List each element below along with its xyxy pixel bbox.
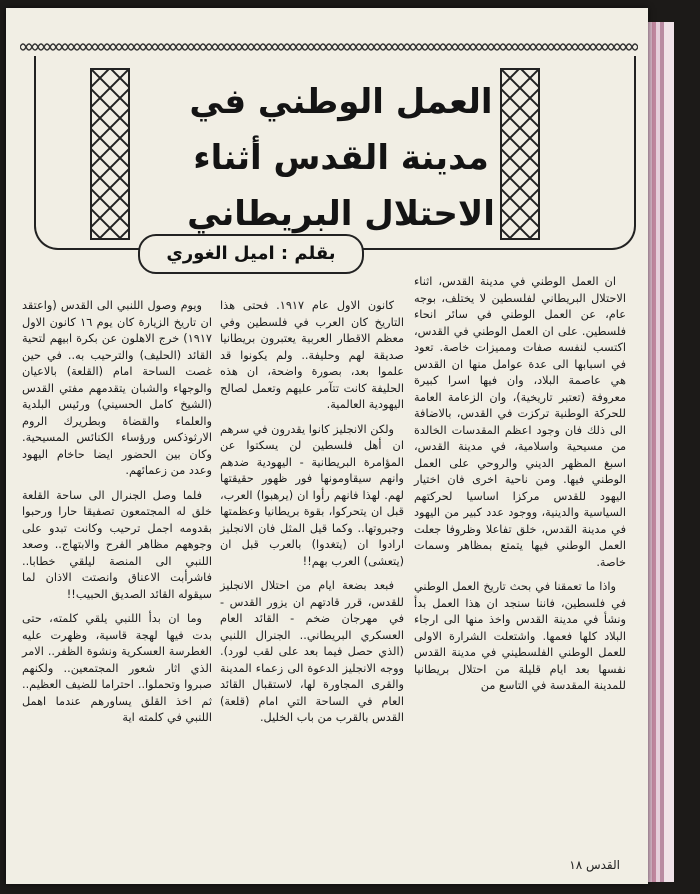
paragraph: وما ان بدأ اللنبي يلقي كلمته، حتى بدت فيها لهجة قاسية، وظهرت عليه الغطرسة العسكرية ونشوة الظفر.. الامر الذي اثار شعور المجتمعين.. ولكنهم صبروا وتحملوا.. احتراما للضيف العظيم.. ثم اخذ القلق يساورهم عندما اهمل اللنبي في كلمته اية [22, 612, 212, 724]
title-line: الاحتلال البريطاني [187, 194, 495, 234]
lattice-ornament [90, 68, 130, 240]
paragraph: فلما وصل الجنرال الى ساحة القلعة خلق له المجتمعون تصفيقا حارا ورحبوا بقدومه اجمل ترحيب وكانت تبدو على وجوههم مظاهر الفرح والابتهاج.. وصعد اللنبي الى المنصة ليلقي خطابا.. فاشرأبت الاعناق وانصتت الاذان لما سيقوله القائد الصديق الحبيب!! [22, 488, 212, 601]
paragraph: فبعد بضعة ايام من احتلال الانجليز للقدس، قرر قادتهم ان يزور القدس - في مهرجان ضخم - القائد العام العسكري البريطاني.. الجنرال اللنبي (الذي حصل فيما بعد على لقب لورد). ووجه الانجليز الدعوة الى زعماء المدينة والقرى المجاورة لها، لاستقبال القائد العام في الساحة التي امام (قلعة) القدس بالقرب من باب الخليل. [220, 579, 404, 724]
text-column-right [414, 274, 626, 854]
title-line: مدينة القدس أثناء [193, 138, 489, 178]
paragraph: ولكن الانجليز كانوا يقدرون في سرهم ان أهل فلسطين لن يسكتوا عن المؤامرة البريطانية - اليهودية ضدهم وانهم سيقاومونها فور ظهور حقيقتها لهم. لهذا فانهم رأوا ان (يرهبوا) العرب، قبل ان يتحركوا، بقوة بريطانيا وعظمتها وجبروتها.. وكما قيل المثل فان الانجليز ارادوا ان (يتغدوا) بالعرب قبل ان (يتعشى) العرب بهم!! [219, 422, 404, 568]
magazine-page [6, 8, 648, 884]
decorative-border [20, 40, 638, 54]
title-line: العمل الوطني في [189, 82, 493, 122]
paragraph: ويوم وصول اللنبي الى القدس (واعتقد ان تاريخ الزيارة كان يوم ١٦ كانون الاول ١٩١٧) خرج الاهلون عن بكرة ابيهم لتحية القائد (الحليف) والترحيب به.. في حين غصت الساحة امام (القلعة) بالاعيان والوجهاء والشبان يتقدمهم مفتي القدس (الشيخ كامل الحسيني) ورئيس البلدية والعلماء والقضاة وبطريرك الروم الارثوذكس ورؤساء الكنائس المسيحية. وكان بين الحضور ايضا حاخام اليهود وعدد من زعمائهم. [22, 299, 212, 477]
text-column-left [22, 298, 212, 818]
paragraph: واذا ما تعمقنا في بحث تاريخ العمل الوطني في فلسطين، فاننا سنجد ان هذا العمل بدأ ونشأ في مدينة القدس واخذ منها الى ارجاء البلاد كلها فعمها. واشتعلت الشرارة الاولى للعمل الوطني الفلسطيني في مدينة القدس نفسها بعد ايام قليلة من احتلال بريطانيا للمدينة المقدسة في التاسع من [414, 580, 626, 692]
paragraph: ان العمل الوطني في مدينة القدس، اثناء الاحتلال البريطاني لفلسطين لا يختلف، بوجه عام، عن العمل الوطني في سائر انحاء فلسطين. على ان العمل الوطني في القدس، اكتسب لنفسه صفات ومميزات خاصة. تعود في اسبابها الى عدة عوامل منها ان القدس هي عاصمة البلاد، وان فيها اسرا كبيرة معروفة (تعتبر تاريخية)، وان الزعامة العامة للحركة الوطنية تركزت في القدس، بالاضافة الى ذلك فان وجود اعظم المقدسات الخالدة من مسيحية واسلامية، في مدينة القدس، اسبغ المظهر الديني والروحي على العمل الوطني فيها. ومن ناحية اخرى فان اختيار اليهود للقدس مركزا اساسيا لحركتهم السياسية والدينية، ووجود عدد كبير من اليهود في مدينة القدس، خلق تفاعلا وظروفا جعلت العمل الوطني فيها يتمتع بمظاهر وسمات خاصة. [414, 275, 626, 569]
lattice-ornament [500, 68, 540, 240]
text-column-middle [220, 298, 404, 818]
title-frame [34, 56, 636, 250]
author-byline: بقلم : اميل الغوري [138, 234, 364, 274]
paragraph: كانون الاول عام ١٩١٧. فحتى هذا التاريخ كان العرب في فلسطين وفي معظم الاقطار العربية يعتبرون بريطانيا صديقة لهم وحليفة.. ولم يكونوا قد علموا بعد، بصورة واضحة، ان هذه الحليفة كانت تتآمر عليهم وتعمل لصالح اليهودية العالمية. [220, 299, 404, 411]
article-title [176, 74, 506, 242]
page-edge [664, 22, 674, 882]
page-number: القدس ١٨ [569, 858, 620, 872]
